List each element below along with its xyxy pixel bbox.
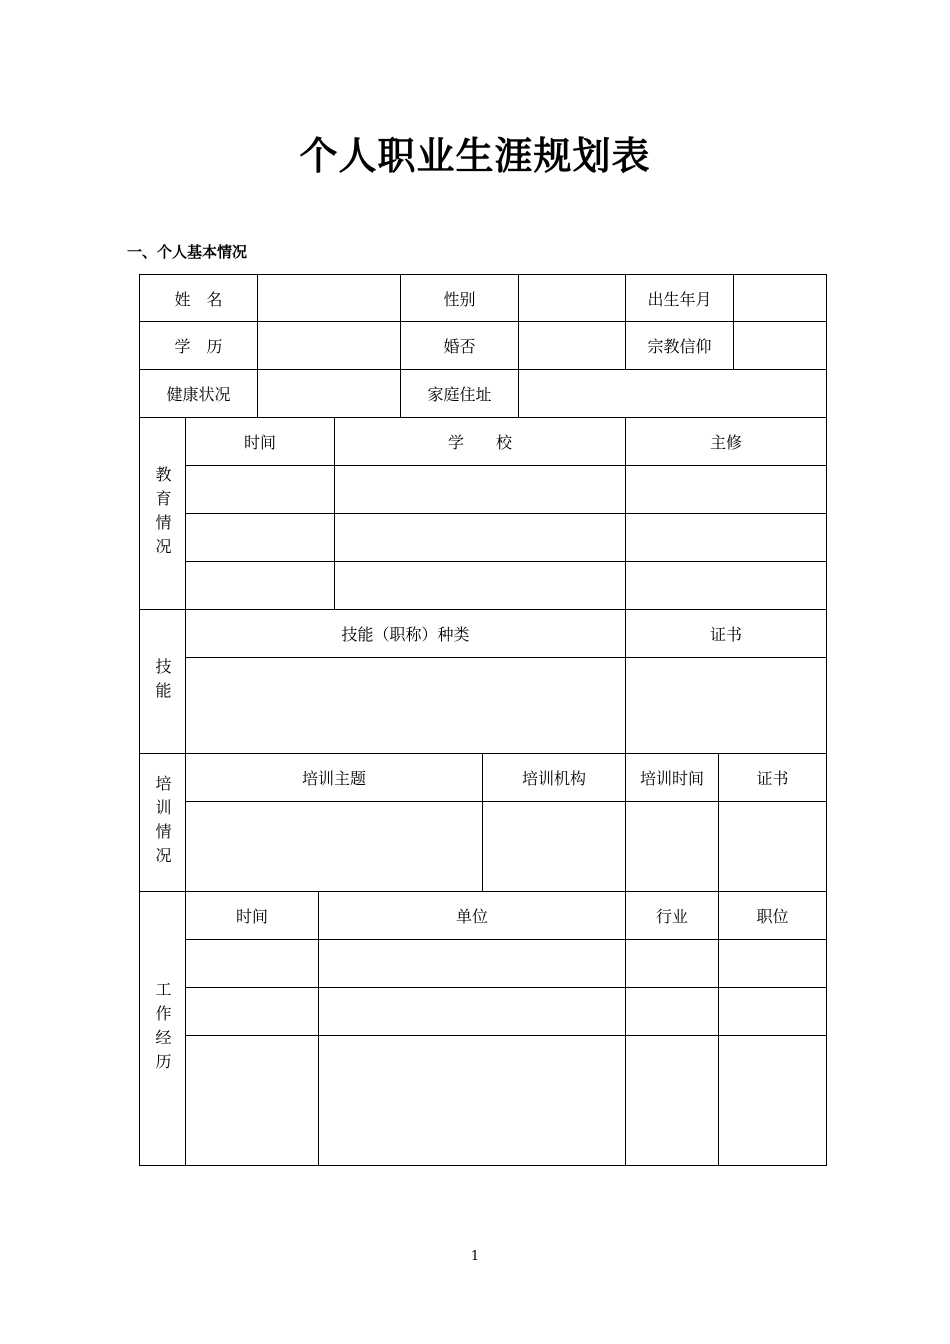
birth-field[interactable] — [734, 275, 826, 321]
gender-field[interactable] — [519, 275, 625, 321]
work-header-industry: 行业 — [655, 907, 688, 926]
work-header-position: 职位 — [756, 907, 789, 926]
education-header-school: 学 校 — [447, 433, 512, 452]
health-field[interactable] — [258, 370, 400, 417]
marital-field[interactable] — [519, 322, 625, 369]
name-field[interactable] — [258, 275, 400, 321]
label-address: 家庭住址 — [427, 385, 492, 404]
section-heading: 一、个人基本情况 — [127, 243, 248, 261]
address-field[interactable] — [519, 370, 826, 417]
skills-header-certificate: 证书 — [709, 625, 742, 644]
label-religion: 宗教信仰 — [647, 337, 712, 356]
work-header-time: 时间 — [235, 907, 268, 926]
education-header-time: 时间 — [243, 433, 276, 452]
training-header-institution: 培训机构 — [521, 769, 586, 788]
religion-field[interactable] — [734, 322, 826, 369]
label-marital: 婚否 — [443, 337, 476, 356]
training-header-topic: 培训主题 — [301, 769, 366, 788]
label-education: 学 历 — [174, 337, 223, 356]
education-side-label: 教育情况 — [153, 465, 172, 562]
training-header-time: 培训时间 — [639, 769, 704, 788]
work-side-label: 工作经历 — [153, 980, 172, 1077]
education-header-major: 主修 — [709, 433, 742, 452]
skills-header-type: 技能（职称）种类 — [341, 625, 470, 644]
label-gender: 性别 — [443, 289, 476, 309]
label-name: 姓 名 — [174, 289, 223, 309]
page-number: 1 — [470, 1249, 480, 1264]
label-health: 健康状况 — [166, 385, 231, 404]
page-title: 个人职业生涯规划表 — [299, 134, 651, 178]
work-header-employer: 单位 — [455, 907, 488, 926]
training-side-label: 培训情况 — [153, 774, 172, 871]
training-header-certificate: 证书 — [756, 769, 789, 788]
label-birth: 出生年月 — [647, 289, 712, 309]
skills-side-label: 技能 — [153, 657, 172, 706]
education-field[interactable] — [258, 322, 400, 369]
